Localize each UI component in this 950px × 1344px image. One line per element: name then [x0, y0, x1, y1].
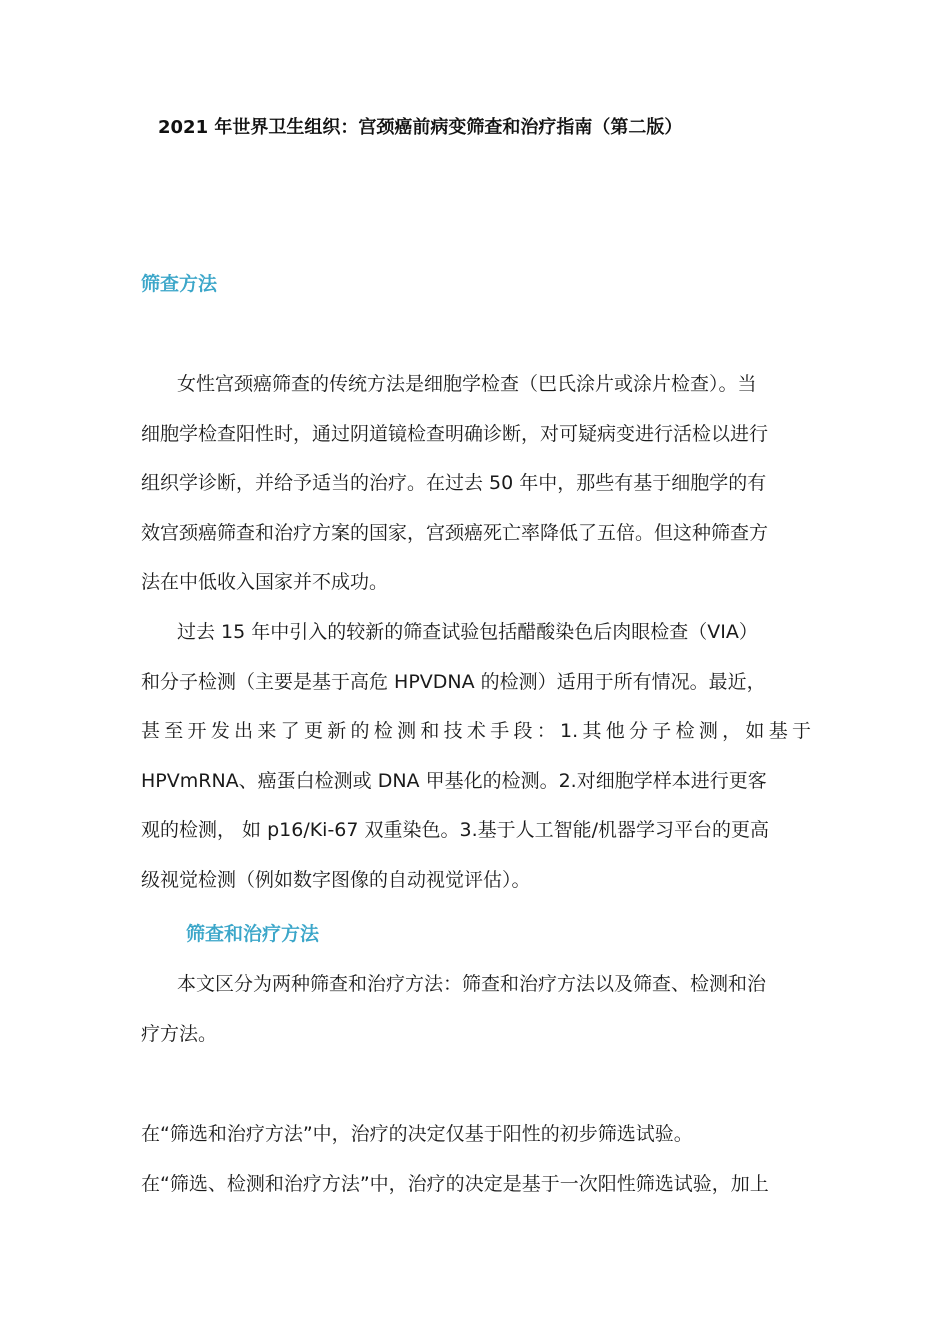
paragraph-line: 在“筛选、检测和治疗方法”中，治疗的决定是基于一次阳性筛选试验，加上 [141, 1172, 769, 1195]
paragraph-new-screening-tests [141, 608, 811, 905]
paragraph-two-approaches [141, 960, 811, 1059]
paragraph-traditional-screening [141, 360, 811, 608]
section-heading-screen-and-treat: 筛查和治疗方法 [186, 923, 320, 945]
paragraph-line: 和分子检测（主要是基于高危 HPVDNA 的检测）适用于所有情况。最近， [141, 670, 766, 693]
paragraph-line: 过去 15 年中引入的较新的筛查试验包括醋酸染色后肉眼检查（VIA） [177, 621, 758, 643]
paragraph-line: 法在中低收入国家并不成功。 [141, 571, 389, 593]
paragraph-line: HPVmRNA、癌蛋白检测或 DNA 甲基化的检测。2.对细胞学样本进行更客 [141, 769, 767, 792]
section-heading-screening-methods: 筛查方法 [141, 273, 218, 295]
paragraph-line: 组织学诊断，并给予适当的治疗。在过去 50 年中，那些有基于细胞学的有 [141, 472, 767, 494]
paragraph-line: 女性宫颈癌筛查的传统方法是细胞学检查（巴氏涂片或涂片检查）。当 [177, 373, 757, 395]
paragraph-line: 观的检测， 如 p16/Ki-67 双重染色。3.基于人工智能/机器学习平台的更高 [141, 819, 770, 841]
document-title: 2021 年世界卫生组织：宫颈癌前病变筛查和治疗指南（第二版） [158, 117, 683, 138]
paragraph-line: 疗方法。 [141, 1022, 218, 1045]
paragraph-line: 甚至开发出来了更新的检测和技术手段：1.其他分子检测，如基于 [141, 720, 811, 742]
paragraph-line: 细胞学检查阳性时，通过阴道镜检查明确诊断，对可疑病变进行活检以进行 [141, 422, 769, 445]
paragraph-line: 级视觉检测（例如数字图像的自动视觉评估）。 [141, 868, 531, 891]
paragraph-line: 效宫颈癌筛查和治疗方案的国家，宫颈癌死亡率降低了五倍。但这种筛查方 [141, 521, 769, 544]
paragraph-approach-definitions [141, 1110, 811, 1209]
paragraph-line: 本文区分为两种筛查和治疗方法：筛查和治疗方法以及筛查、检测和治 [177, 973, 767, 995]
paragraph-line: 在“筛选和治疗方法”中，治疗的决定仅基于阳性的初步筛选试验。 [141, 1123, 693, 1145]
